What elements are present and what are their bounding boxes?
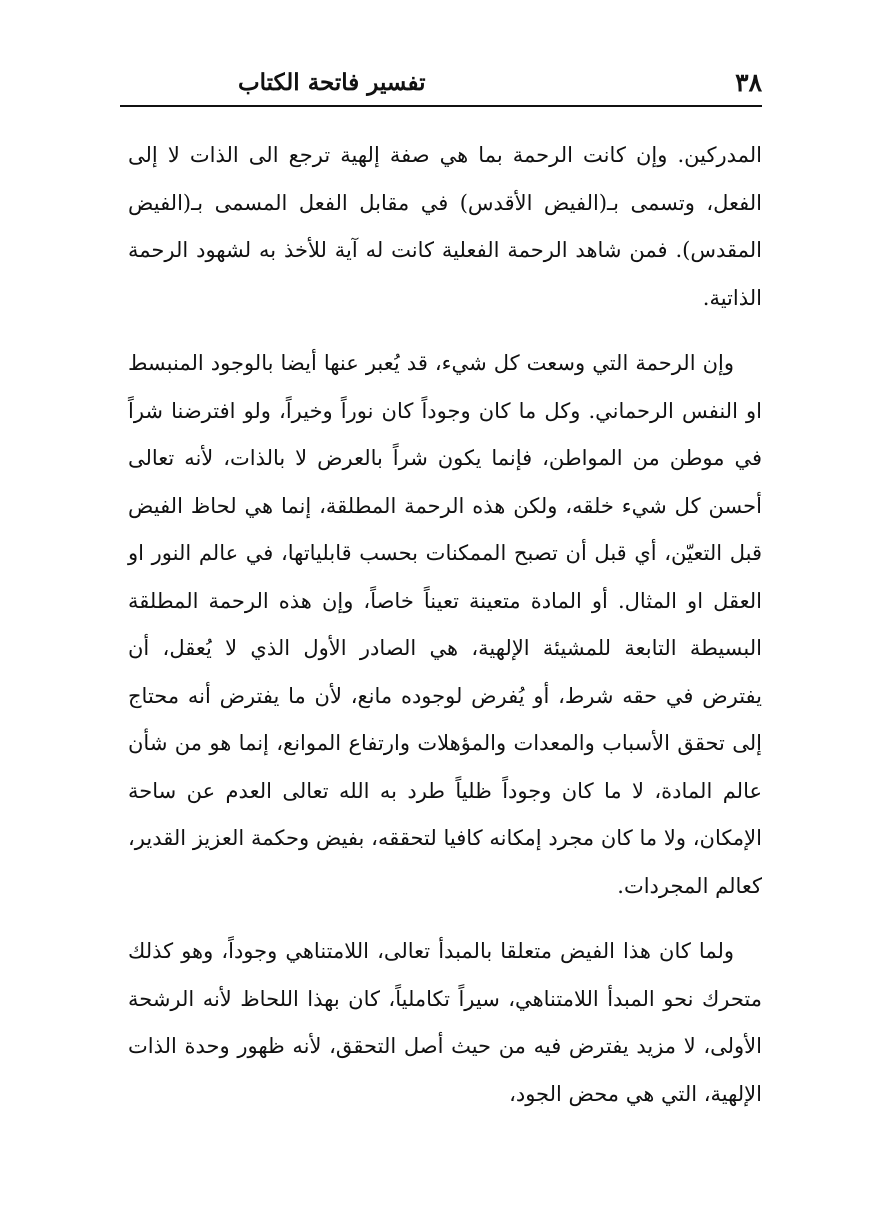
header-rule [120, 105, 762, 107]
page-header [128, 62, 762, 102]
paragraph-2: وإن الرحمة التي وسعت كل شيء، قد يُعبر عنها أيضا بالوجود المنبسط او النفس الرحماني. وكل ما كان وجوداً كان نوراً وخيراً، ولو افترضنا شراً في موطن من المواطن، فإنما يكون شراً بالعرض لا بالذات، لأنه تعالى أحسن كل شيء خلقه، ولكن هذه الرحمة المطلقة، إنما هي لحاظ الفيض قبل التعيّن، أي قبل أن تصبح الممكنات بحسب قابلياتها، في عالم النور او العقل او المثال. أو المادة متعينة تعيناً خاصاً، وإن هذه الرحمة المطلقة البسيطة التابعة للمشيئة الإلهية، هي الصادر الأول الذي لا يُعقل، أن يفترض في حقه شرط، أو يُفرض لوجوده مانع، لأن ما يفترض أنه محتاج إلى تحقق الأسباب والمعدات والمؤهلات وارتفاع الموانع، إنما هو من شأن عالم المادة، لا ما كان وجوداً ظلياً طرد به الله تعالى العدم عن ساحة الإمكان، ولا ما كان مجرد إمكانه كافيا لتحققه، بفيض وحكمة العزيز القدير، كعالم المجردات. [128, 351, 762, 898]
body-text [128, 132, 762, 1118]
paragraph-1: المدركين. وإن كانت الرحمة بما هي صفة إلهية ترجع الى الذات لا إلى الفعل، وتسمى بـ(الفيض الأقدس) في مقابل الفعل المسمى بـ(الفيض المقدس). فمن شاهد الرحمة الفعلية كانت له آية للأخذ به لشهود الرحمة الذاتية. [128, 143, 762, 310]
page-number: ٣٨ [735, 67, 762, 97]
paragraph-3: ولما كان هذا الفيض متعلقا بالمبدأ تعالى، اللامتناهي وجوداً، وهو كذلك متحرك نحو المبدأ اللامتناهي، سيراً تكاملياً، كان بهذا اللحاظ لأنه الرشحة الأولى، لا مزيد يفترض فيه من حيث أصل التحقق، لأنه ظهور وحدة الذات الإلهية، التي هي محض الجود، [128, 939, 762, 1106]
running-title: تفسير فاتحة الكتاب [238, 68, 426, 96]
